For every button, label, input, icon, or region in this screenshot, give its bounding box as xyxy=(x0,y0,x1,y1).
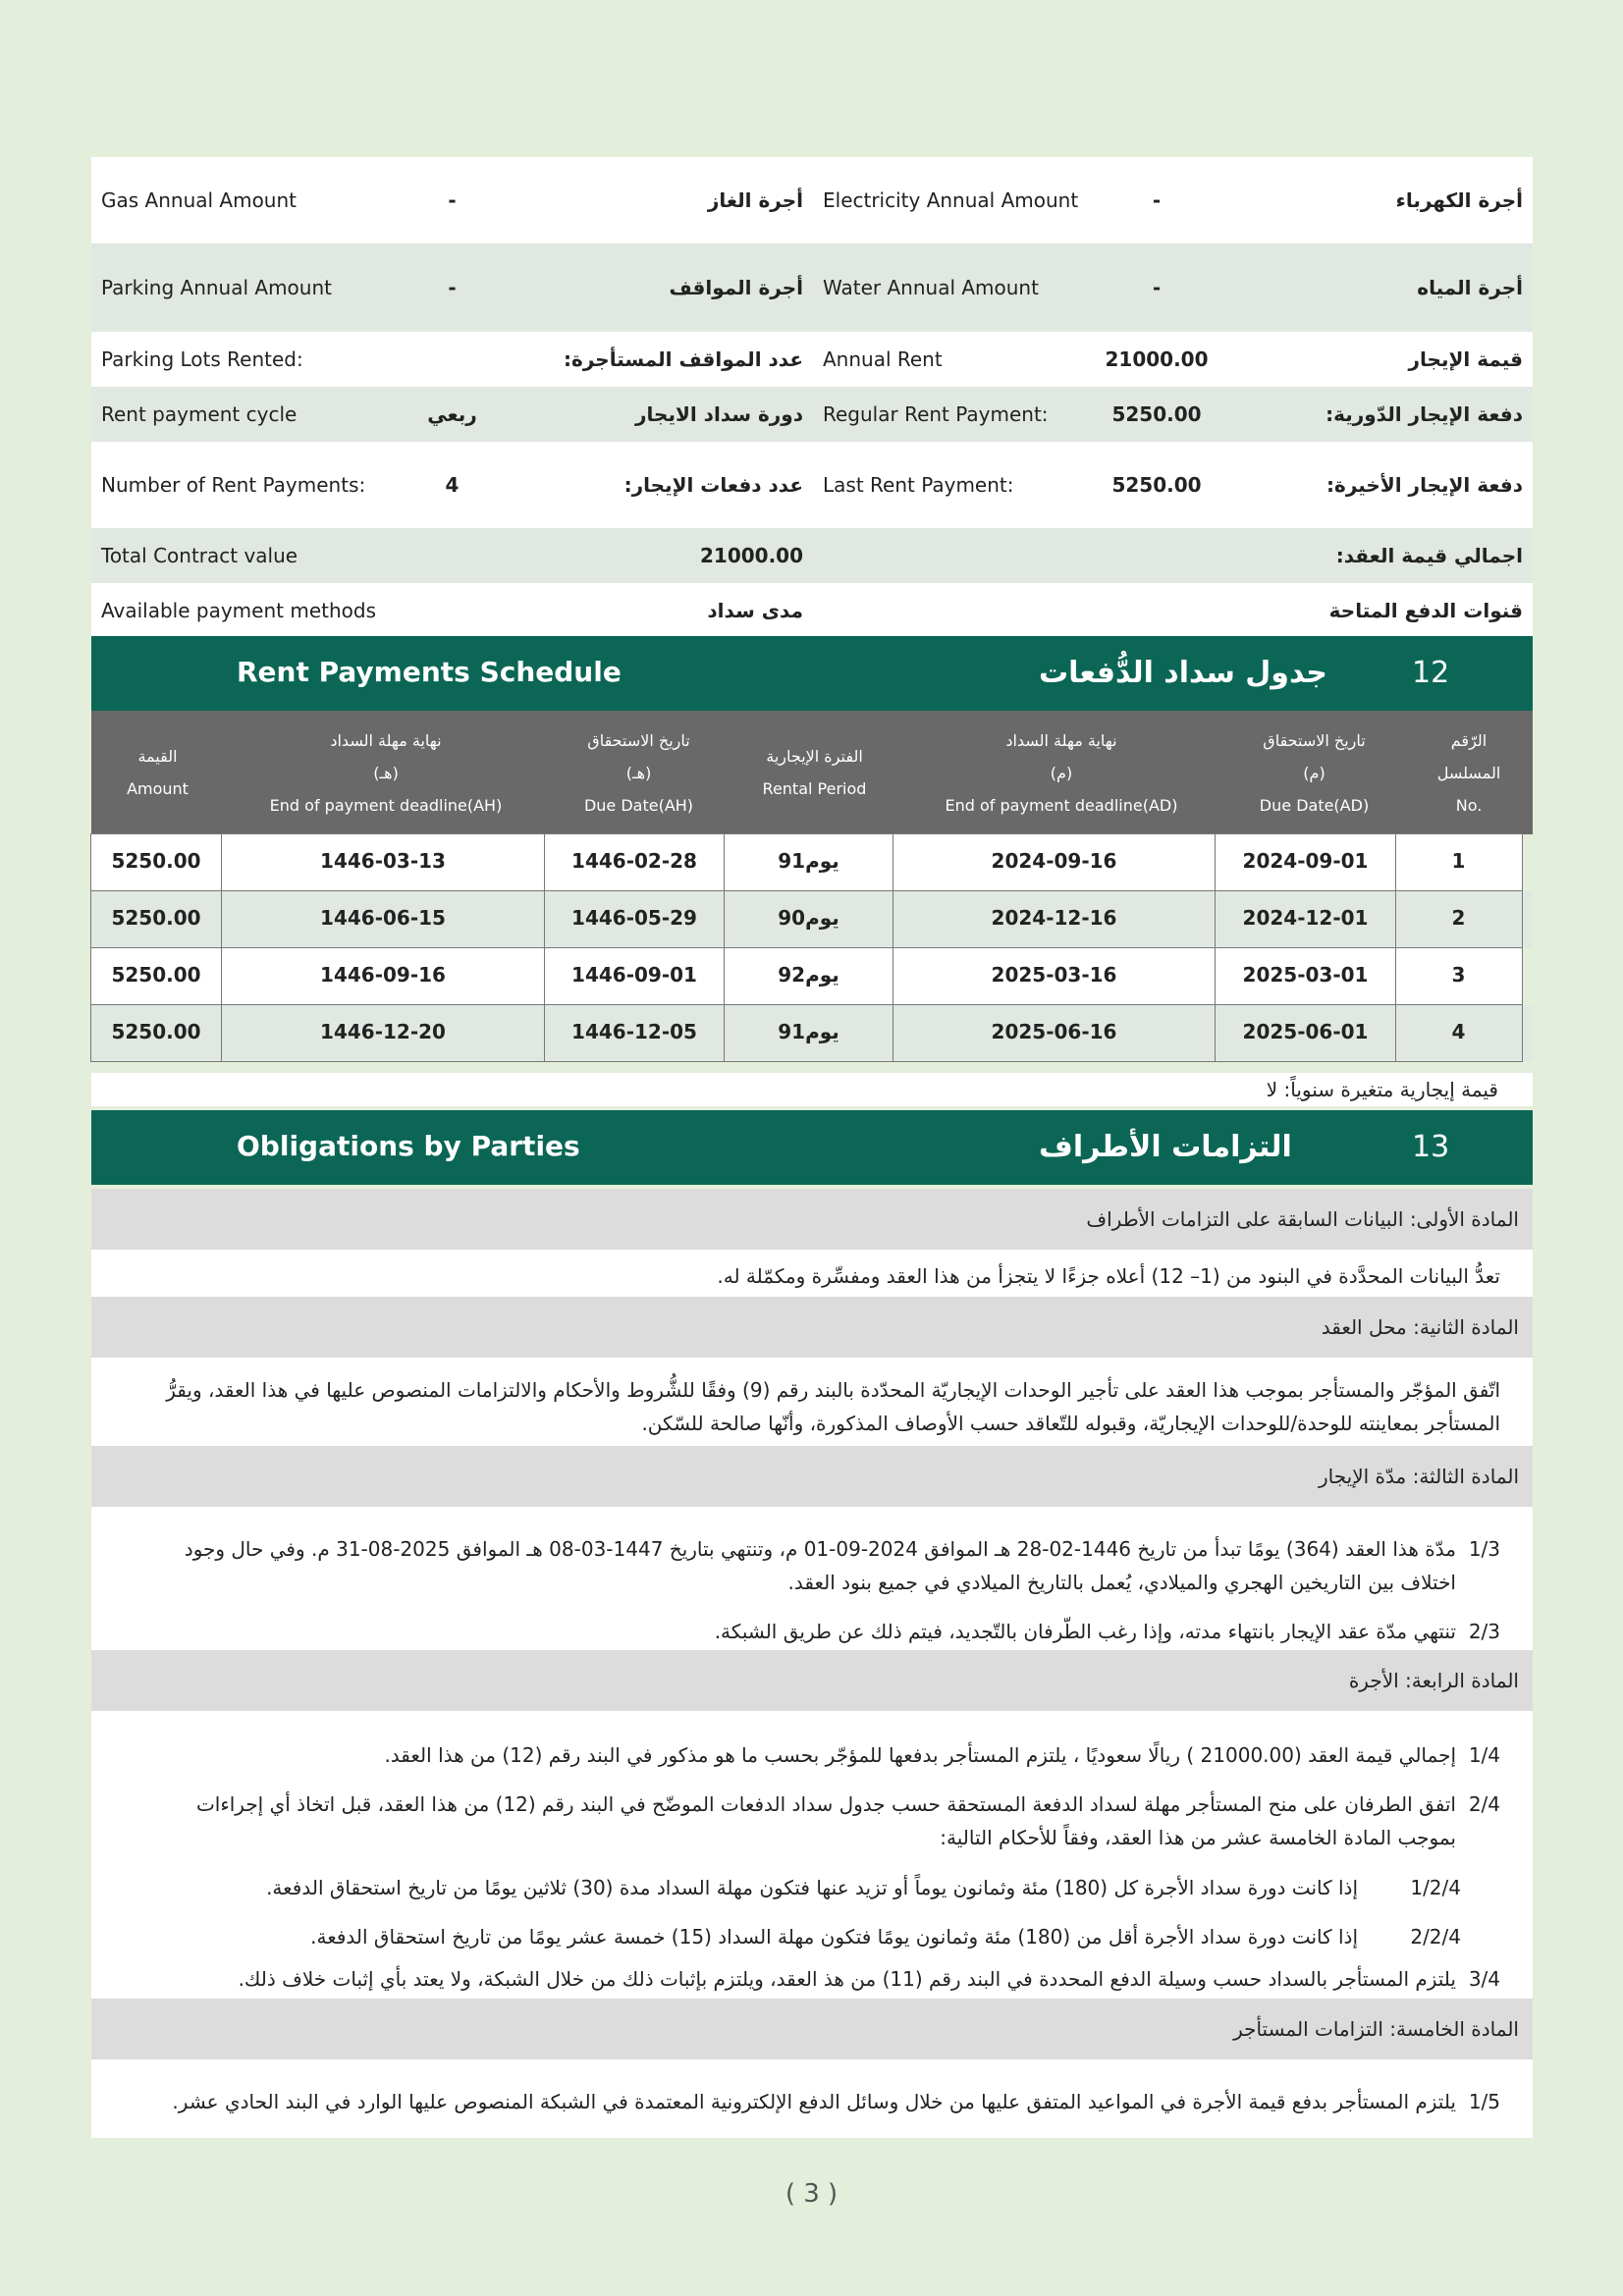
table-cell: 1 xyxy=(1395,833,1523,891)
table-cell: 1446-03-13 xyxy=(221,833,545,891)
header-label: (هـ) xyxy=(373,763,399,782)
table-cell: 5250.00 xyxy=(90,890,223,948)
table-cell: 3 xyxy=(1395,947,1523,1005)
info-value: - xyxy=(1152,276,1162,299)
clause-number: 3/4 xyxy=(1468,1967,1500,1991)
table-cell: 5250.00 xyxy=(90,1004,223,1062)
paragraph: مدّة هذا العقد (364) يومًا تبدأ من تاريخ 1446-02-28 هـ الموافق 2024-09-01 م، وتنتهي بتاريخ 1447-03-08 هـ الموافق 2025-08-31 م. وفي حال وجود xyxy=(184,1537,1456,1561)
header-label: No. xyxy=(1455,795,1483,815)
info-value: 5250.00 xyxy=(1111,473,1202,497)
info-en-label: Gas Annual Amount xyxy=(101,188,298,212)
article-body xyxy=(91,1358,1533,1446)
info-en-label: Last Rent Payment: xyxy=(823,473,1014,497)
col-no xyxy=(1405,711,1533,834)
header-label: Rental Period xyxy=(762,779,867,798)
paragraph: إذا كانت دورة سداد الأجرة أقل من (180) مئة وثمانون يومًا فتكون مهلة السداد (15) خمسة عشر يومًا من تاريخ استحقاق الدفعة. xyxy=(310,1925,1358,1949)
table-cell: 2 xyxy=(1395,890,1523,948)
page-number: ( 3 ) xyxy=(784,2179,839,2209)
table-cell: 2024-09-01 xyxy=(1215,833,1396,891)
paragraph: اتّفق المؤجّر والمستأجر بموجب هذا العقد على تأجير الوحدات الإيجاريّة المحدّدة بالبند رقم (9) وفقًا للشُّروط والأحكام والالتزامات المنصوص عليها في هذا العقد، ويقرُّ xyxy=(166,1378,1500,1402)
info-ar-label: أجرة الغاز xyxy=(707,188,803,212)
table-cell: 1446-06-15 xyxy=(221,890,545,948)
article-heading: المادة الخامسة: التزامات المستأجر xyxy=(91,1999,1533,2059)
info-en-label: Water Annual Amount xyxy=(823,276,1039,299)
paragraph: اتفق الطرفان على منح المستأجر مهلة لسداد الدفعة المستحقة حسب جدول سداد الدفعات الموضّح في البند رقم (12) من هذا العقد، قبل اتخاذ أي إجراءات xyxy=(195,1792,1456,1816)
table-row xyxy=(91,834,1533,891)
clause-number: 1/4 xyxy=(1468,1743,1500,1767)
info-ar-label: دفعة الإيجار الأخيرة: xyxy=(1326,473,1523,497)
info-value: - xyxy=(448,276,457,299)
table-header xyxy=(91,711,1533,834)
clause-number: 1/3 xyxy=(1468,1537,1500,1561)
paragraph: يلتزم المستأجر بدفع قيمة الأجرة في المواعيد المتفق عليها من خلال وسائل الدفع الإلكترونية المعتمدة في الشبكة المنصوص عليها الوارد في البند الحادي عشر. xyxy=(172,2090,1456,2113)
table-cell: 2024-12-01 xyxy=(1215,890,1396,948)
table-cell: 2024-09-16 xyxy=(893,833,1217,891)
section-title-en: Obligations by Parties xyxy=(237,1130,580,1162)
clause-number: 1/2/4 xyxy=(1410,1876,1461,1899)
info-row xyxy=(91,387,1533,442)
info-value: 5250.00 xyxy=(1111,402,1202,426)
article-body xyxy=(91,2059,1533,2138)
col-end-ah xyxy=(224,711,548,834)
table-cell: 1446-09-01 xyxy=(544,947,726,1005)
header-label: End of payment deadline(AD) xyxy=(945,795,1178,815)
section-title-ar: جدول سداد الدُّفعات xyxy=(1039,656,1327,690)
info-en-label: Parking Annual Amount xyxy=(101,276,332,299)
header-label: Amount xyxy=(127,779,189,798)
table-cell: 5250.00 xyxy=(90,947,223,1005)
table-cell: 90يوم xyxy=(724,890,893,948)
clause-number: 1/5 xyxy=(1468,2090,1500,2113)
table-cell: 91يوم xyxy=(724,833,893,891)
article-body xyxy=(91,1250,1533,1297)
header-label: (م) xyxy=(1050,763,1073,782)
info-ar-label: دفعة الإيجار الدّورية: xyxy=(1325,402,1523,426)
section-number: 13 xyxy=(1412,1130,1450,1164)
header-label: المسلسل xyxy=(1436,763,1501,782)
header-label: الفترة الإيجارية xyxy=(766,747,863,766)
info-en-label: Parking Lots Rented: xyxy=(101,347,303,371)
info-row xyxy=(91,243,1533,332)
info-value: - xyxy=(1152,188,1162,212)
table-cell: 1446-09-16 xyxy=(221,947,545,1005)
info-en-label: Regular Rent Payment: xyxy=(823,402,1049,426)
info-en-label: Rent payment cycle xyxy=(101,402,298,426)
info-en-label: Annual Rent xyxy=(823,347,943,371)
header-label: القيمة xyxy=(137,747,178,766)
paragraph: تعدُّ البيانات المحدَّدة في البنود من (1– 12) أعلاه جزءًا لا يتجزأ من هذا العقد ومفسِّرة ومكمّلة له. xyxy=(717,1264,1500,1288)
payments-table xyxy=(91,711,1533,1062)
header-label: نهاية مهلة السداد xyxy=(330,730,442,750)
info-row xyxy=(91,442,1533,528)
variable-rent-note: قيمة إيجارية متغيرة سنوياً: لا xyxy=(91,1073,1533,1106)
table-cell: 5250.00 xyxy=(90,833,223,891)
article-body xyxy=(91,1507,1533,1650)
info-ar-label: أجرة المياه xyxy=(1417,276,1523,299)
info-ar-label: دورة سداد الايجار xyxy=(635,402,803,426)
info-value: 21000.00 xyxy=(699,544,803,567)
header-label: تاريخ الاستحقاق xyxy=(587,730,690,750)
info-value: مدى سداد xyxy=(707,599,803,622)
article-heading: المادة الأولى: البيانات السابقة على التزامات الأطراف xyxy=(91,1189,1533,1250)
info-en-label: Total Contract value xyxy=(101,544,298,567)
info-ar-label: قيمة الإيجار xyxy=(1408,347,1523,371)
clause-number: 2/3 xyxy=(1468,1620,1500,1643)
header-label: نهاية مهلة السداد xyxy=(1005,730,1117,750)
header-label: (هـ) xyxy=(625,763,652,782)
header-label: End of payment deadline(AH) xyxy=(269,795,503,815)
paragraph: تنتهي مدّة عقد الإيجار بانتهاء مدته، وإذا رغب الطّرفان بالتّجديد، فيتم ذلك عن طريق الشبكة. xyxy=(714,1620,1456,1643)
info-value: ربعي xyxy=(427,402,477,426)
info-ar-label: اجمالي قيمة العقد: xyxy=(1335,544,1523,567)
total-contract-row xyxy=(91,528,1533,583)
col-due-ah xyxy=(548,711,730,834)
table-cell: 2025-06-01 xyxy=(1215,1004,1396,1062)
paragraph: يلتزم المستأجر بالسداد حسب وسيلة الدفع المحددة في البند رقم (11) من هذ العقد، ويلتزم بإثبات ذلك من خلال الشبكة، ولا يعتد بأي إثبات خلاف ذلك. xyxy=(238,1967,1456,1991)
table-cell: 1446-12-20 xyxy=(221,1004,545,1062)
table-cell: 2025-03-16 xyxy=(893,947,1217,1005)
payment-methods-row xyxy=(91,583,1533,638)
clause-number: 2/4 xyxy=(1468,1792,1500,1816)
info-value: 4 xyxy=(445,473,460,497)
table-row xyxy=(91,1005,1533,1062)
clause-number: 2/2/4 xyxy=(1410,1925,1461,1949)
header-label: Due Date(AD) xyxy=(1259,795,1370,815)
section-header-obligations xyxy=(91,1110,1533,1185)
info-value: 21000.00 xyxy=(1105,347,1209,371)
paragraph: بموجب المادة الخامسة عشر من هذا العقد، وفقاً للأحكام التالية: xyxy=(940,1826,1456,1849)
section-number: 12 xyxy=(1412,656,1450,690)
header-label: (م) xyxy=(1303,763,1325,782)
table-cell: 2025-03-01 xyxy=(1215,947,1396,1005)
table-cell: 2024-12-16 xyxy=(893,890,1217,948)
header-label: Due Date(AH) xyxy=(583,795,694,815)
table-cell: 1446-05-29 xyxy=(544,890,726,948)
info-ar-label: أجرة المواقف xyxy=(669,276,803,299)
contract-info-grid xyxy=(91,157,1533,638)
article-heading: المادة الثالثة: مدّة الإيجار xyxy=(91,1446,1533,1507)
table-cell: 2025-06-16 xyxy=(893,1004,1217,1062)
info-ar-label: عدد دفعات الإيجار: xyxy=(623,473,803,497)
col-due-ad xyxy=(1223,711,1405,834)
col-end-ad xyxy=(899,711,1223,834)
table-cell: 1446-12-05 xyxy=(544,1004,726,1062)
paragraph: اختلاف بين التاريخين الهجري والميلادي، يُعمل بالتاريخ الميلادي في جميع بنود العقد. xyxy=(787,1571,1456,1594)
header-label: تاريخ الاستحقاق xyxy=(1263,730,1366,750)
table-cell: 91يوم xyxy=(724,1004,893,1062)
article-heading: المادة الرابعة: الأجرة xyxy=(91,1650,1533,1711)
info-en-label: Available payment methods xyxy=(101,599,376,622)
info-ar-label: عدد المواقف المستأجرة: xyxy=(564,347,803,371)
header-label: الرّقم xyxy=(1450,730,1488,750)
paragraph: إجمالي قيمة العقد (21000.00 ) ريالًا سعوديًا ، يلتزم المستأجر بدفعها للمؤجّر بحسب ما هو مذكور في البند رقم (12) من هذا العقد. xyxy=(384,1743,1456,1767)
info-row xyxy=(91,332,1533,387)
section-title-en: Rent Payments Schedule xyxy=(237,656,622,688)
table-cell: 4 xyxy=(1395,1004,1523,1062)
table-row xyxy=(91,891,1533,948)
col-amount xyxy=(91,711,224,834)
article-body xyxy=(91,1711,1533,1999)
section-title-ar: التزامات الأطراف xyxy=(1039,1130,1292,1164)
info-en-label: Electricity Annual Amount xyxy=(823,188,1079,212)
table-cell: 92يوم xyxy=(724,947,893,1005)
info-ar-label: قنوات الدفع المتاحة xyxy=(1328,599,1523,622)
section-header-schedule xyxy=(91,636,1533,711)
paragraph: المستأجر بمعاينته للوحدة/للوحدات الإيجاريّة، وقبوله للتّعاقد حسب الأوصاف المذكورة، وأنّها صالحة للسّكن. xyxy=(641,1412,1500,1435)
info-row xyxy=(91,157,1533,243)
paragraph: إذا كانت دورة سداد الأجرة كل (180) مئة وثمانون يوماً أو تزيد عنها فتكون مهلة السداد مدة (30) ثلاثين يومًا من تاريخ استحقاق الدفعة. xyxy=(266,1876,1358,1899)
article-heading: المادة الثانية: محل العقد xyxy=(91,1297,1533,1358)
info-ar-label: أجرة الكهرباء xyxy=(1395,188,1523,212)
info-value: - xyxy=(448,188,457,212)
table-cell: 1446-02-28 xyxy=(544,833,726,891)
col-period xyxy=(730,711,899,834)
info-en-label: Number of Rent Payments: xyxy=(101,473,366,497)
table-row xyxy=(91,948,1533,1005)
